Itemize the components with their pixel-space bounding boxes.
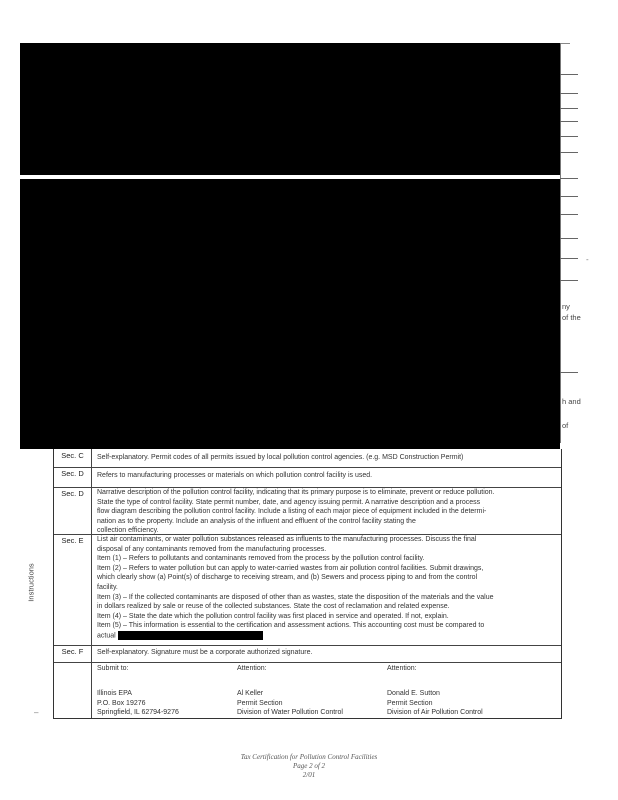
form-row-tick xyxy=(560,214,578,215)
table-row xyxy=(54,449,561,468)
submit-to-address: Illinois EPA P.O. Box 19276 Springfield, IL 62794-9276 xyxy=(97,690,179,716)
attention-label: Attention: xyxy=(387,665,417,672)
form-row-tick xyxy=(560,196,578,197)
section-description: Self-explanatory. Permit codes of all permits issued by local pollution control agencies. (e.g. MSD Construction Permit) xyxy=(97,454,464,461)
form-row-tick xyxy=(560,74,578,75)
section-code: Sec. E xyxy=(54,534,92,645)
table-row xyxy=(54,534,561,646)
address-block xyxy=(54,662,561,718)
form-row-tick xyxy=(560,372,578,373)
partial-text-fragment: ny xyxy=(562,302,570,311)
footer-title: Tax Certification for Pollution Control Facilities xyxy=(240,753,378,761)
section-code: Sec. D xyxy=(54,467,92,487)
table-row xyxy=(54,645,561,663)
redaction-block-top xyxy=(20,43,560,175)
form-row-tick xyxy=(560,238,578,239)
instructions-side-label: Instructions xyxy=(26,563,36,602)
section-code: Sec. F xyxy=(54,645,92,662)
form-row-tick xyxy=(560,152,578,153)
page-footer xyxy=(200,753,418,780)
attention-label: Attention: xyxy=(237,665,267,672)
form-row-tick xyxy=(560,93,578,94)
section-description: Refers to manufacturing processes or materials on which pollution control facility is used. xyxy=(97,472,373,479)
partial-text-fragment: of xyxy=(562,421,569,430)
section-code: Sec. D xyxy=(54,487,92,534)
form-row-tick xyxy=(560,258,578,259)
section-description: List air contaminants, or water pollution substances released as influents to the manufacturing processes. Discuss the final disposal of any contaminants removed from the manufacturing processes. Item (1) – Refers to pollutants and contaminants removed from the process by the pollution control facility. Item (2) – Refers to water pollution but can apply to water-carried wastes from air pollution control facilities. Submit drawings, which clearly show (a) Point(s) of discharge to receiving stream, and (b) Sewers and process piping to and from the control facility. Item (3) – If the collected contaminants are disposed of other than as wastes, state the disposition of the materials and the value in dollars realized by sale or reuse of the collected substances. State the cost of reclamation and related expense. Item (4) – State the date which the pollution control facility was first placed in service and operated. If not, explain. Item (5) – This information is essential to the certification and assessment actions. This accounting cost must be compared to actual xyxy=(97,535,555,641)
truncated-line: actual xyxy=(97,631,555,641)
redaction-block-main xyxy=(20,179,560,449)
partial-text-fragment: of the xyxy=(562,313,581,322)
address-spacer xyxy=(54,662,92,718)
margin-mark: - xyxy=(586,255,589,264)
water-division-address: Al Keller Permit Section Division of Water Pollution Control xyxy=(237,690,343,716)
footer-revision-date: 2/01 xyxy=(302,771,316,779)
submit-to-label: Submit to: xyxy=(97,665,129,672)
footer-page-number: Page 2 of 2 xyxy=(292,762,326,770)
table-row xyxy=(54,467,561,488)
air-division-address: Donald E. Sutton Permit Section Division of Air Pollution Control xyxy=(387,690,483,716)
margin-mark: – xyxy=(34,708,39,717)
form-right-border xyxy=(560,43,561,443)
section-description: Narrative description of the pollution control facility, indicating that its primary purpose is to eliminate, prevent or reduce pollution. State the type of control facility. State permit number, date, and agency issuing permit. A narrative description and a process flow diagram describing the pollution control facility. Include a listing of each major piece of equipment included in the determi- nation as to the property. Include an analysis of the influent and effluent of the control facility stating the collection efficiency. xyxy=(97,489,495,535)
table-row xyxy=(54,487,561,535)
form-row-tick xyxy=(560,136,578,137)
section-description: Self-explanatory. Signature must be a corporate authorized signature. xyxy=(97,649,313,656)
form-row-tick xyxy=(560,108,578,109)
inline-redaction xyxy=(118,631,263,640)
partial-text-fragment: h and xyxy=(562,397,581,406)
form-row-tick xyxy=(560,178,578,179)
form-row-tick xyxy=(560,280,578,281)
form-row-tick xyxy=(560,121,578,122)
instructions-table xyxy=(53,449,562,719)
section-code: Sec. C xyxy=(54,449,92,467)
